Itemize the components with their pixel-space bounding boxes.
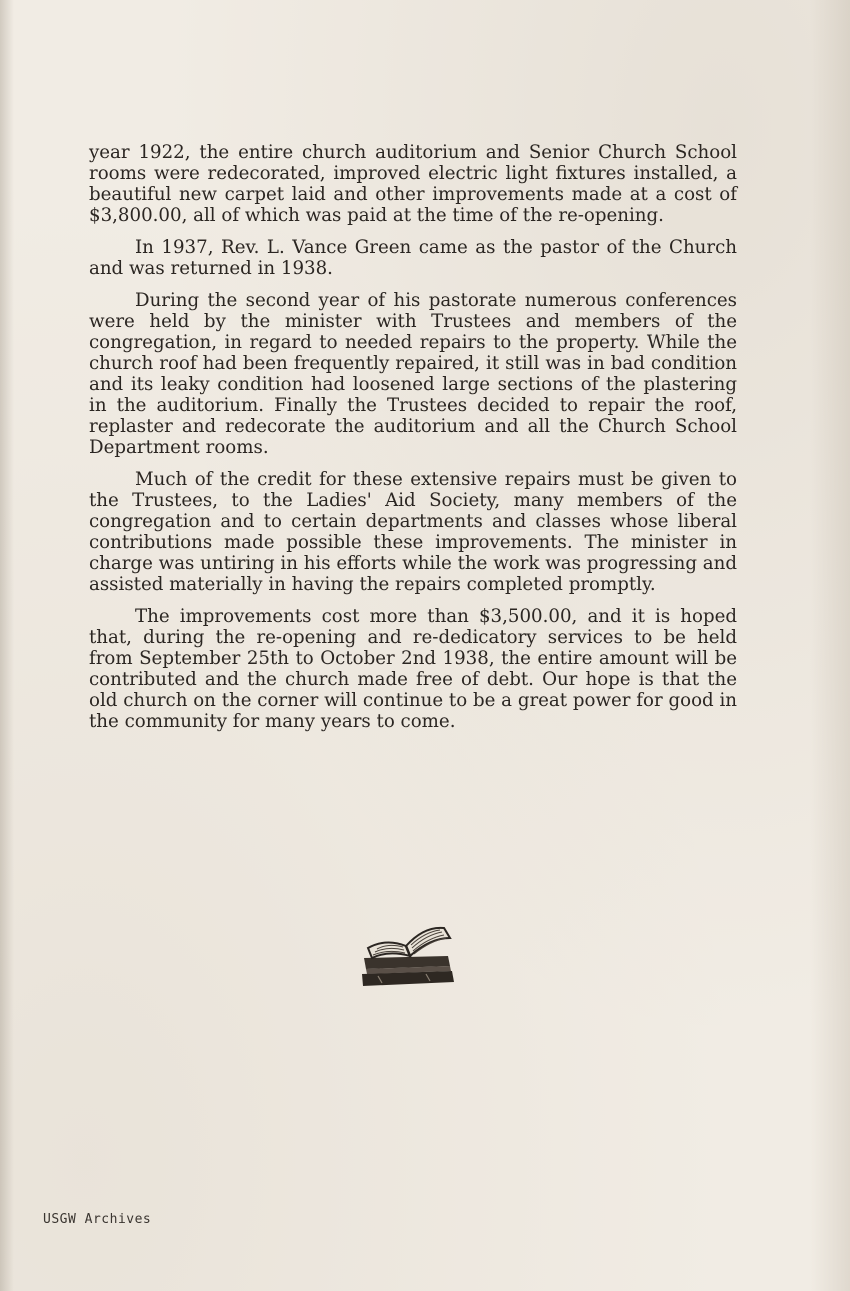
paragraph-4: Much of the credit for these extensive repairs must be given to the Trustees, to the Ladies' Aid Society, many members of the congregation and to certain departments and classes whose liberal contributions made possible these improvements. The minister in charge was untiring in his efforts while the work was progressing and assisted materially in having the repairs completed promptly. — [89, 469, 737, 595]
paragraph-2: In 1937, Rev. L. Vance Green came as the pastor of the Church and was returned in 1938. — [89, 237, 737, 279]
paragraph-1: year 1922, the entire church auditorium and Senior Church School rooms were redecorated, improved electric light fixtures installed, a beautiful new carpet laid and other improvements made at a cost of $3,800.00, all of which was paid at the time of the re-opening. — [89, 142, 737, 226]
body-text — [89, 142, 737, 743]
page-edge-shadow-right — [810, 0, 850, 1291]
archive-watermark: USGW Archives — [43, 1212, 152, 1227]
paragraph-3: During the second year of his pastorate numerous conferences were held by the minister with Trustees and members of the congregation, in regard to needed repairs to the property. While the church roof had been frequently repaired, it still was in bad condition and its leaky condition had loosened large sections of the plastering in the auditorium. Finally the Trustees decided to repair the roof, replaster and redecorate the auditorium and all the Church School Department rooms. — [89, 290, 737, 458]
open-book-on-books-icon — [358, 908, 456, 988]
book-ornament-graphic — [358, 908, 456, 988]
page-edge-shadow-left — [0, 0, 14, 1291]
paragraph-5: The improvements cost more than $3,500.00, and it is hoped that, during the re-opening and re-dedicatory services to be held from September 25th to October 2nd 1938, the entire amount will be contributed and the church made free of debt. Our hope is that the old church on the corner will continue to be a great power for good in the community for many years to come. — [89, 606, 737, 732]
